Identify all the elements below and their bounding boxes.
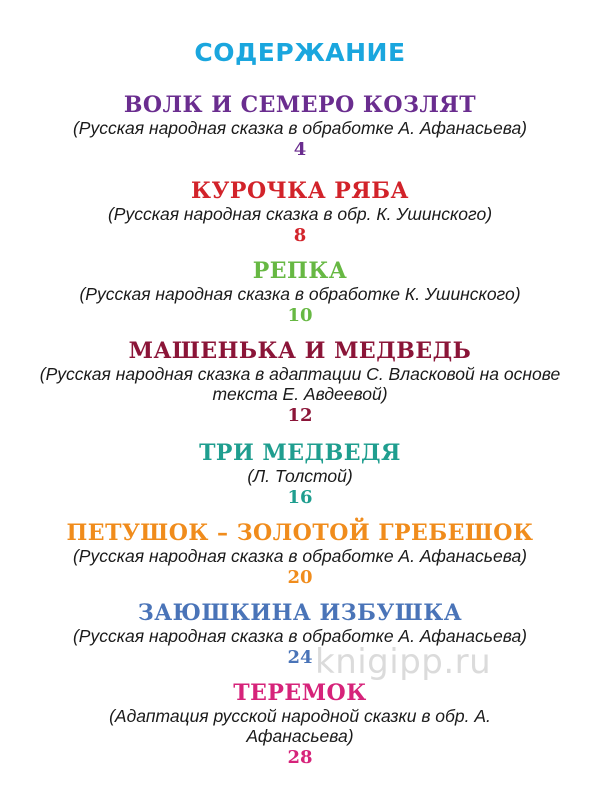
entry-title: МАШЕНЬКА И МЕДВЕДЬ <box>128 338 472 364</box>
toc-entry[interactable] <box>0 92 600 161</box>
entry-title: ПЕТУШОК – ЗОЛОТОЙ ГРЕБЕШОК <box>66 520 534 546</box>
toc-entry[interactable] <box>0 600 600 669</box>
entry-title: КУРОЧКА РЯБА <box>191 178 409 204</box>
entry-title: РЕПКА <box>252 258 348 284</box>
contents-heading: СОДЕРЖАНИЕ <box>194 38 406 67</box>
entry-note: (Русская народная сказка в обработке К. Ушинского) <box>79 284 521 304</box>
toc-entry[interactable] <box>0 440 600 509</box>
entry-note: (Русская народная сказка в адаптации С. Власковой на основе текста Е. Авдеевой) <box>39 364 561 404</box>
entry-page-number: 10 <box>287 305 313 326</box>
entry-page-number: 28 <box>287 747 313 768</box>
entry-page-number: 4 <box>293 139 307 160</box>
entry-page-number: 8 <box>293 225 307 246</box>
toc-entry[interactable] <box>0 338 600 427</box>
entry-note: (Русская народная сказка в обработке А. Афанасьева) <box>72 626 528 646</box>
entry-note: (Л. Толстой) <box>247 466 353 486</box>
entry-note: (Адаптация русской народной сказки в обр. А. Афанасьева) <box>109 706 491 746</box>
entry-note: (Русская народная сказка в обр. К. Ушинского) <box>107 204 493 224</box>
entry-page-number: 20 <box>287 567 313 588</box>
entry-title: ЗАЮШКИНА ИЗБУШКА <box>137 600 463 626</box>
entry-note: (Русская народная сказка в обработке А. Афанасьева) <box>72 546 528 566</box>
entry-note: (Русская народная сказка в обработке А. Афанасьева) <box>72 118 528 138</box>
entry-page-number: 12 <box>287 405 313 426</box>
entry-page-number: 24 <box>287 647 313 668</box>
site-watermark: knigipp.ru <box>315 642 492 682</box>
entry-page-number: 16 <box>287 487 313 508</box>
entry-title: ВОЛК И СЕМЕРО КОЗЛЯТ <box>123 92 477 118</box>
toc-entry[interactable] <box>0 178 600 247</box>
toc-entry[interactable] <box>0 520 600 589</box>
entry-title: ТЕРЕМОК <box>233 680 367 706</box>
entry-title: ТРИ МЕДВЕДЯ <box>199 440 401 466</box>
toc-entry[interactable] <box>0 680 600 769</box>
toc-entry[interactable] <box>0 258 600 327</box>
